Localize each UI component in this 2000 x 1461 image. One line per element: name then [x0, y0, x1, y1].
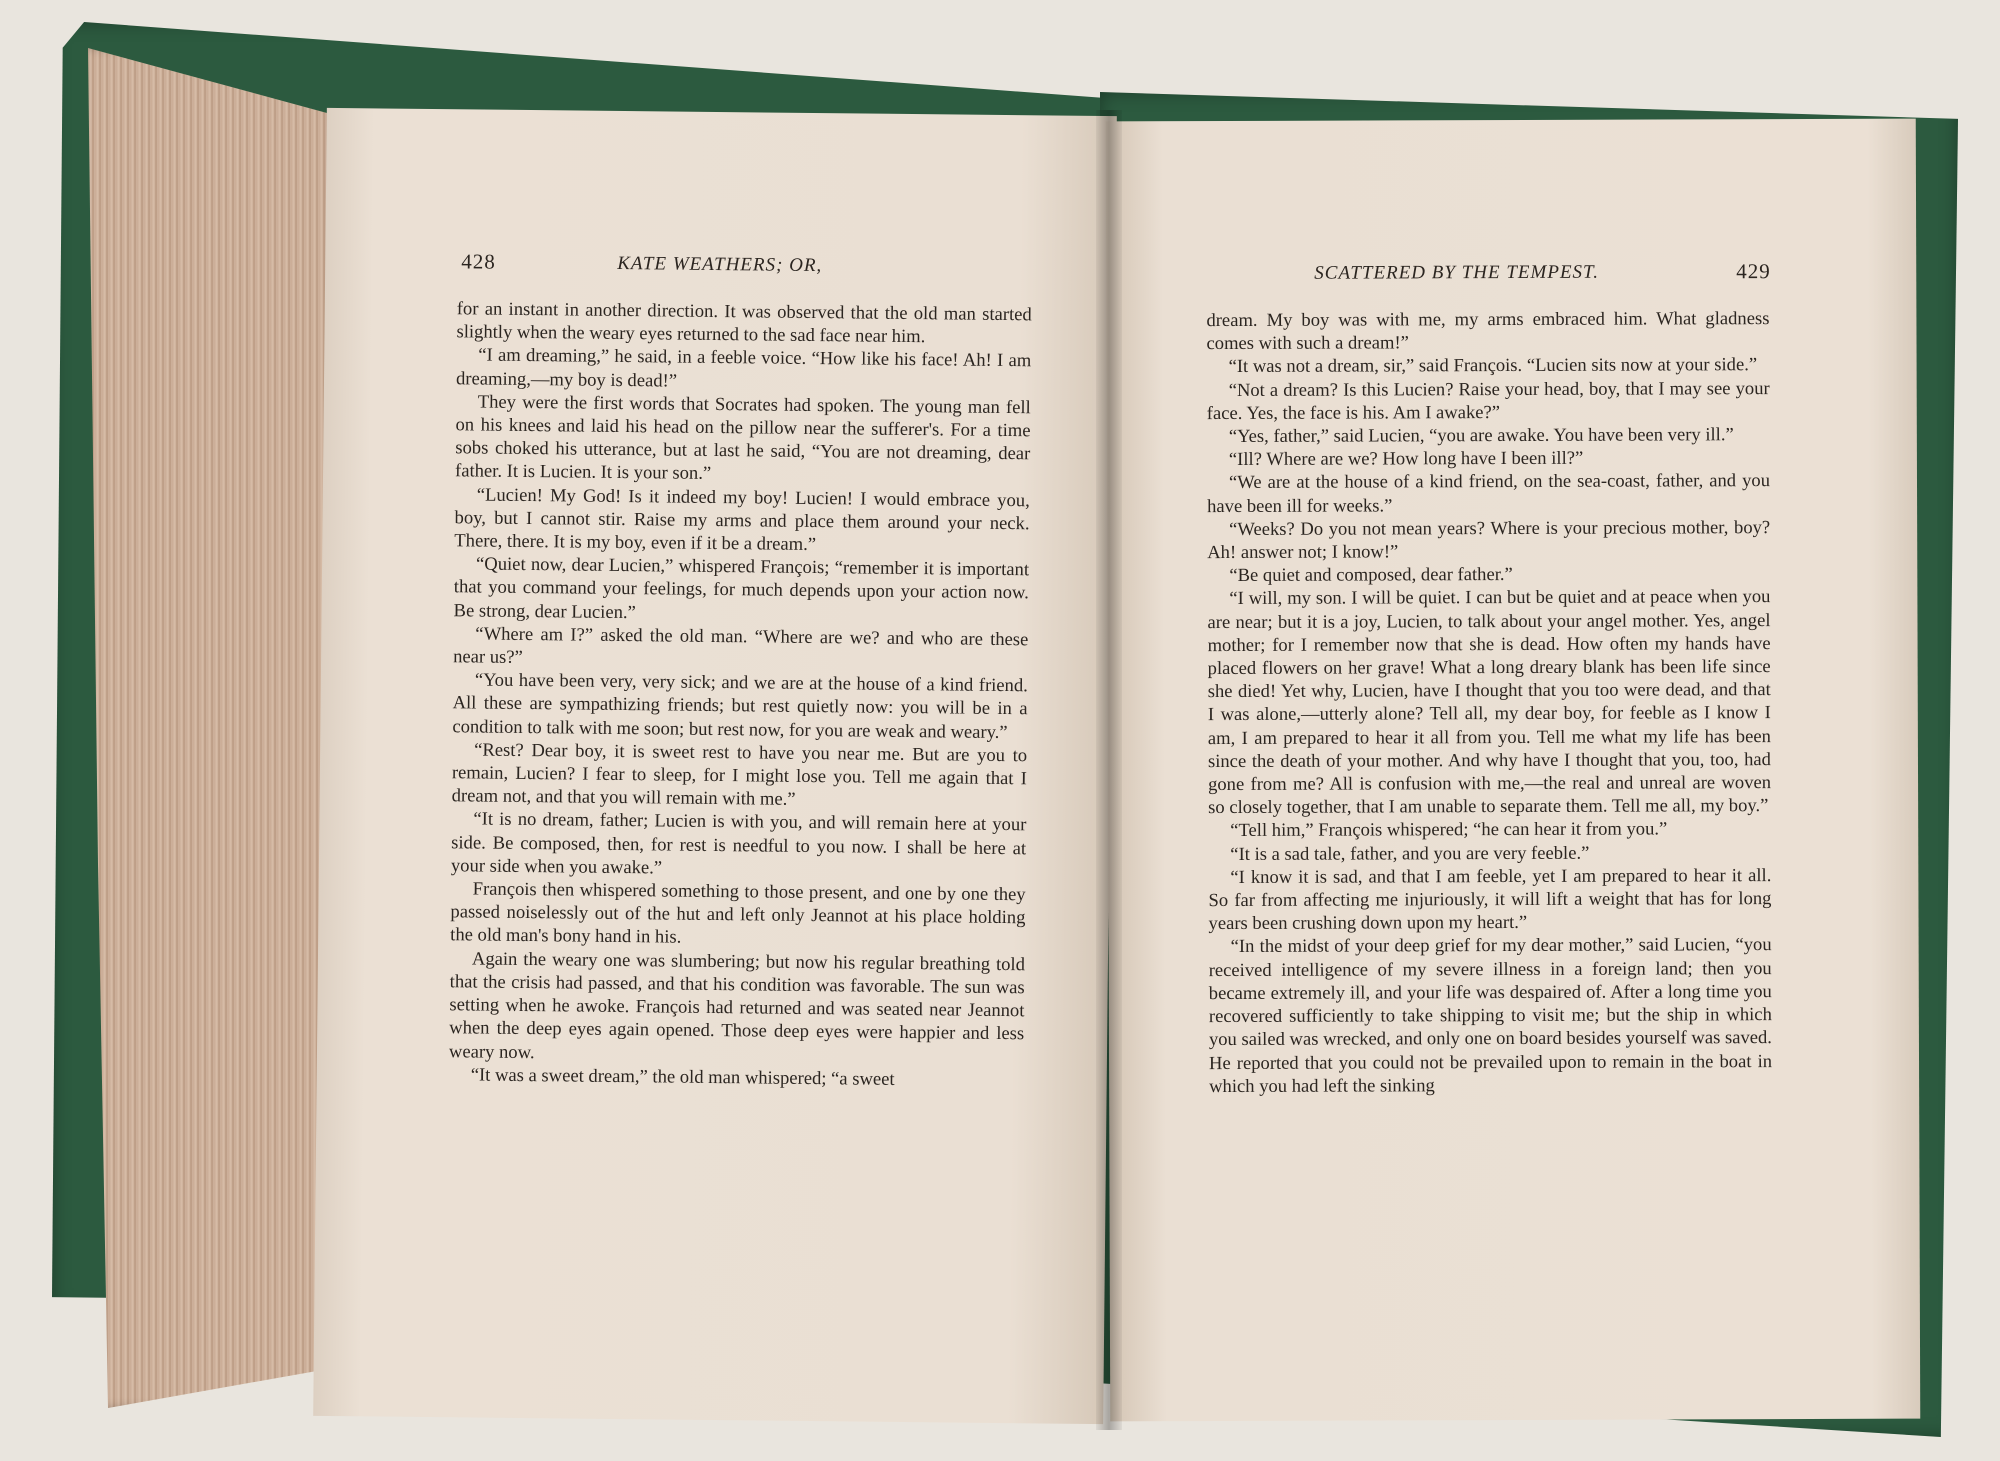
left-running-head: KATE WEATHERS; OR,	[617, 252, 823, 277]
paragraph: “Quiet now, dear Lucien,” whispered François; “remember it is important that you command your feelings, for much depends upon your action now. Be strong, dear Lucien.”	[453, 553, 1030, 623]
paragraph: “Be quiet and composed, dear father.”	[1229, 564, 1513, 587]
left-page-header	[325, 248, 1115, 286]
paragraph: “Rest? Dear boy, it is sweet rest to have you near me. But are you to remain, Lucien? I fear to sleep, for I might lose you. Tell me again that I dream not, and that you will remain with me.”	[451, 739, 1028, 811]
left-page-number: 428	[461, 249, 496, 274]
paragraph: “Lucien! My God! Is it indeed my boy! Lucien! I would embrace you, boy, but I cannot stir. Raise my arms and place them around your neck. There, there. It is my boy, even if it be a dream.”	[454, 484, 1030, 556]
paragraph: François then whispered something to those present, and one by one they passed noiselessly out of the hut and left only Jeannot at his place holding the old man's bony hand in his.	[450, 878, 1026, 949]
paragraph: “Yes, father,” said Lucien, “you are awake. You have been very ill.”	[1228, 424, 1734, 448]
paragraph: They were the first words that Socrates had spoken. The young man fell on his knees and laid his head on the pillow near the sufferer's. For a time sobs choked his utterance, but at last he said, “You are not dreaming, dear father. It is Lucien. It is your son.”	[454, 391, 1031, 485]
paragraph: “Weeks? Do you not mean years? Where is your precious mother, boy? Ah! answer not; I know!”	[1207, 516, 1771, 564]
paragraph: for an instant in another direction. It was observed that the old man started slightly when the weary eyes returned to the sad face near him.	[456, 298, 1032, 348]
paragraph: “It was a sweet dream,” the old man whispered; “a sweet	[470, 1064, 895, 1090]
paragraph: “In the midst of your deep grief for my dear mother,” said Lucien, “you received intelligence of my severe illness in a foreign land; then you became extremely ill, and your life was despaired of. After a long time you recovered sufficiently to take shipping to visit me; but the ship in which you sailed was wrecked, and only one on board besides yourself was saved. He reported that you could not be prevailed upon to remain in the boat in which you had left the sinking	[1208, 934, 1773, 1097]
right-running-head: SCATTERED BY THE TEMPEST.	[1314, 261, 1599, 284]
right-page-number: 429	[1736, 259, 1771, 284]
book-gutter	[1096, 110, 1122, 1430]
paragraph: “It was not a dream, sir,” said François. “Lucien sits now at your side.”	[1228, 354, 1758, 378]
left-page	[313, 108, 1117, 1424]
paragraph: “We are at the house of a kind friend, on the sea-coast, father, and you have been ill for weeks.”	[1207, 470, 1771, 517]
paragraph: “Where am I?” asked the old man. “Where are we? and who are these near us?”	[453, 623, 1029, 669]
right-page-text	[1206, 307, 1772, 1098]
right-page	[1106, 119, 1921, 1422]
paragraph: “I know it is sad, and that I am feeble, yet I am prepared to hear it all. So far from affecting me injuriously, it will lift a weight that has for long years been crushing down upon my heart.”	[1208, 864, 1772, 935]
page-edges	[88, 48, 338, 1408]
paragraph: “Tell him,” François whispered; “he can hear it from you.”	[1230, 818, 1668, 842]
left-page-text	[449, 297, 1032, 1092]
paragraph: “It is a sad tale, father, and you are very feeble.”	[1230, 842, 1590, 865]
paragraph: “Not a dream? Is this Lucien? Raise your head, boy, that I may see your face. Yes, the face is his. Am I awake?”	[1206, 377, 1770, 424]
paragraph: “I will, my son. I will be quiet. I can but be quiet and at peace when you are near; but it is a joy, Lucien, to talk about your angel mother. Yes, angel mother; for I remember now that she is dead. How often my hands have placed flowers on her grave! What a long dreary blank has been life since she died! Yet why, Lucien, have I thought that you too were dead, and that I was alone,—utterly alone? Tell all, my dear boy, for feeble as I know I am, I am prepared to hear it all from you. Tell me what my life has been since the death of your mother. And why have I thought that you, too, had gone from me? All is confusion with me,—the real and unreal are woven so closely together, that I am unable to separate them. Tell me all, my boy.”	[1207, 586, 1772, 819]
paragraph: dream. My boy was with me, my arms embraced him. What gladness comes with such a dream!”	[1206, 308, 1770, 355]
paragraph: Again the weary one was slumbering; but now his regular breathing told that the crisis had passed, and that his condition was favorable. The sun was setting when he awoke. François had returned and was seated near Jeannot when the deep eyes again opened. Those deep eyes were happier and less weary now.	[448, 948, 1026, 1063]
paragraph: “You have been very, very sick; and we are at the house of a kind friend. All these are sympathizing friends; but rest quietly now: you will be in a condition to talk with me soon; but rest now, for you are weak and weary.”	[452, 669, 1028, 743]
paragraph: “I am dreaming,” he said, in a feeble voice. “How like his face! Ah! I am dreaming,—my boy is dead!”	[455, 344, 1032, 392]
paragraph: “Ill? Where are we? How long have I been ill?”	[1228, 447, 1584, 471]
right-page-header	[1106, 259, 1916, 292]
paragraph: “It is no dream, father; Lucien is with you, and will remain here at your side. Be composed, then, for rest is needful to you now. I shall be here at your side when you awake.”	[450, 808, 1027, 879]
